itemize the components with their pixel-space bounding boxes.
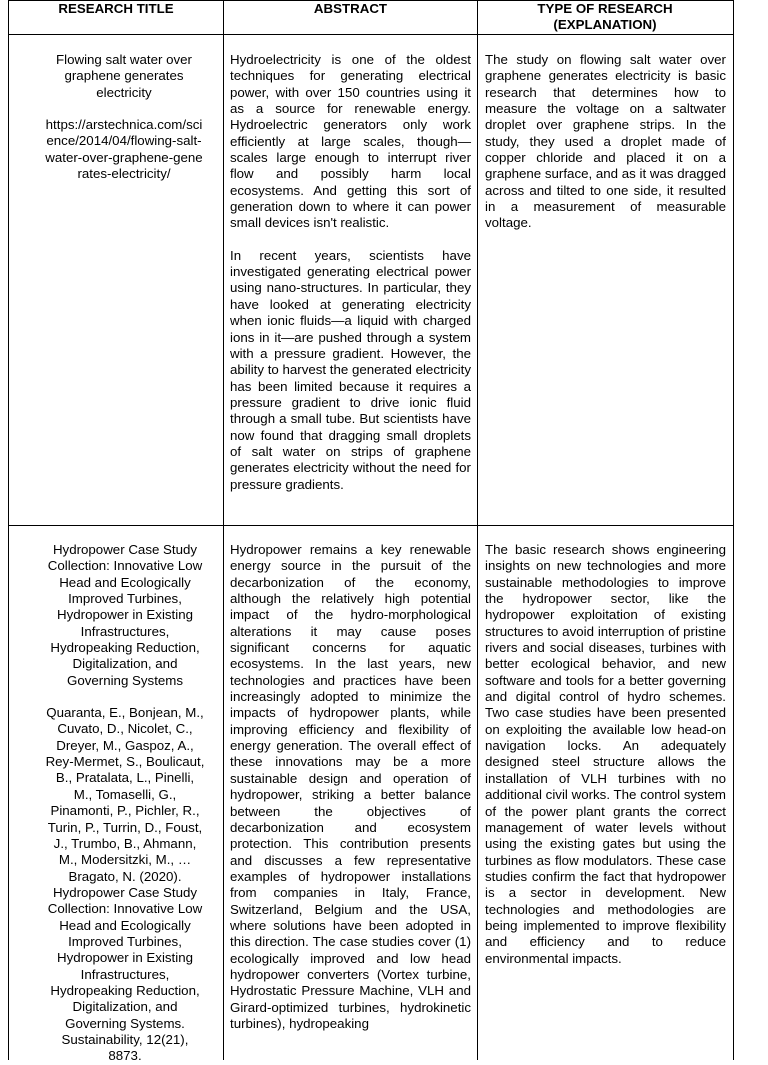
row1-title-cell: [45, 52, 203, 182]
row1-abstract-paragraph-1: Hydroelectricity is one of the oldest techniques for generating electrical power, with over 150 countries using it as a source for renewable energy. Hydroelectric generators only work efficiently at large scales, though—scales large enough to interrupt river flow and possibly harm local ecosystems. And getting this sort of generation down to where it can power small devices isn't realistic.: [230, 52, 471, 231]
row1-type-explanation: The study on flowing salt water over graphene generates electricity is basic research that determines how to measure the voltage on a saltwater droplet over graphene strips. In the study, they used a droplet made of copper chloride and placed it on a graphene surface, and as it was dragged across and tilted to one side, it resulted in a measurement of measurable voltage.: [485, 52, 726, 231]
row2-title: Hydropower Case Study Collection: Innovative Low Head and Ecologically Improved Turbines, Hydropower in Existing Infrastructures, Hydropeaking Reduction, Digitalization, and Governing Systems: [47, 542, 203, 688]
header-abstract: ABSTRACT: [313, 1, 388, 16]
row1-abstract-cell: [230, 52, 471, 493]
row2-title-cell: [45, 542, 205, 1065]
row2-abstract: Hydropower remains a key renewable energy source in the pursuit of the decarbonization of the economy, although the relatively high potential impact of the hydro-morphological alterations it may cause poses significant concerns for aquatic ecosystems. In the last years, new technologies and practices have been increasingly adopted to minimize the impacts of hydropower plants, while improving efficiency and flexibility of energy generation. The overall effect of these innovations may be a more sustainable design and operation of hydropower, striking a better balance between the objectives of decarbonization and ecosystem protection. This contribution presents and discusses a few representative examples of hydropower installations from companies in Italy, France, Switzerland, Belgium and the USA, where solutions have been adopted in this direction. The case studies cover (1) ecologically improved and low head hydropower converters (Vortex turbine, Hydrostatic Pressure Machine, VLH and Girard-optimized turbines, hydrokinetic turbines), hydropeaking: [230, 542, 471, 1031]
row2-citation: Quaranta, E., Bonjean, M., Cuvato, D., Nicolet, C., Dreyer, M., Gaspoz, A., Rey-Mermet, S., Boulicaut, B., Pratalata, L., Pinelli, M., Tomaselli, G., Pinamonti, P., Pichler, R., Turin, P., Turrin, D., Foust, J., Trumbo, B., Ahmann, M., Modersitzki, M., … Bragato, N. (2020). Hydropower Case Study Collection: Innovative Low Head and Ecologically Improved Turbines, Hydropower in Existing Infrastructures, Hydropeaking Reduction, Digitalization, and Governing Systems. Sustainability, 12(21), 8873.: [45, 705, 205, 1064]
row2-abstract-cell: [230, 542, 471, 1032]
row-divider: [9, 525, 733, 526]
row1-title: Flowing salt water over graphene generates electricity: [56, 52, 192, 100]
row2-type-cell: [485, 542, 726, 967]
research-table: [8, 0, 734, 1064]
column-divider: [477, 0, 478, 1060]
header-type-of-research: TYPE OF RESEARCH (EXPLANATION): [537, 1, 673, 32]
header-research-title: RESEARCH TITLE: [58, 1, 174, 16]
header-bottom-border: [9, 34, 733, 35]
row1-abstract-paragraph-2: In recent years, scientists have investigated generating electrical power using nano-structures. In particular, they have looked at generating electricity when ionic fluids—a liquid with charged ions in it—are pushed through a system with a pressure gradient. However, the ability to harvest the generated electricity has been limited because it requires a pressure gradient to drive ionic fluid through a small tube. But scientists have now found that dragging small droplets of salt water on strips of graphene generates electricity without the need for pressure gradients.: [230, 247, 471, 492]
row1-url: https://arstechnica.com/science/2014/04/flowing-salt-water-over-graphene-generates-electricity/: [45, 117, 203, 182]
row1-type-cell: [485, 52, 726, 232]
column-divider: [223, 0, 224, 1060]
row2-type-explanation: The basic research shows engineering insights on new technologies and more sustainable methodologies to improve the hydropower sector, like the hydropower exploitation of existing structures to avoid interruption of pristine rivers and social diseases, turbines with better ecological behavior, and new software and tools for a better governing and digital control of hydro schemes. Two case studies have been presented on exploiting the available low head-on navigation locks. An adequately designed steel structure allows the installation of VLH turbines with no additional civil works. The control system of the power plant grants the correct management of water levels without using the existing gates but using the turbines as flow modulators. These case studies confirm the fact that hydropower is a sector in development. New technologies and methodologies are being implemented to improve flexibility and efficiency and to reduce environmental impacts.: [485, 542, 726, 966]
